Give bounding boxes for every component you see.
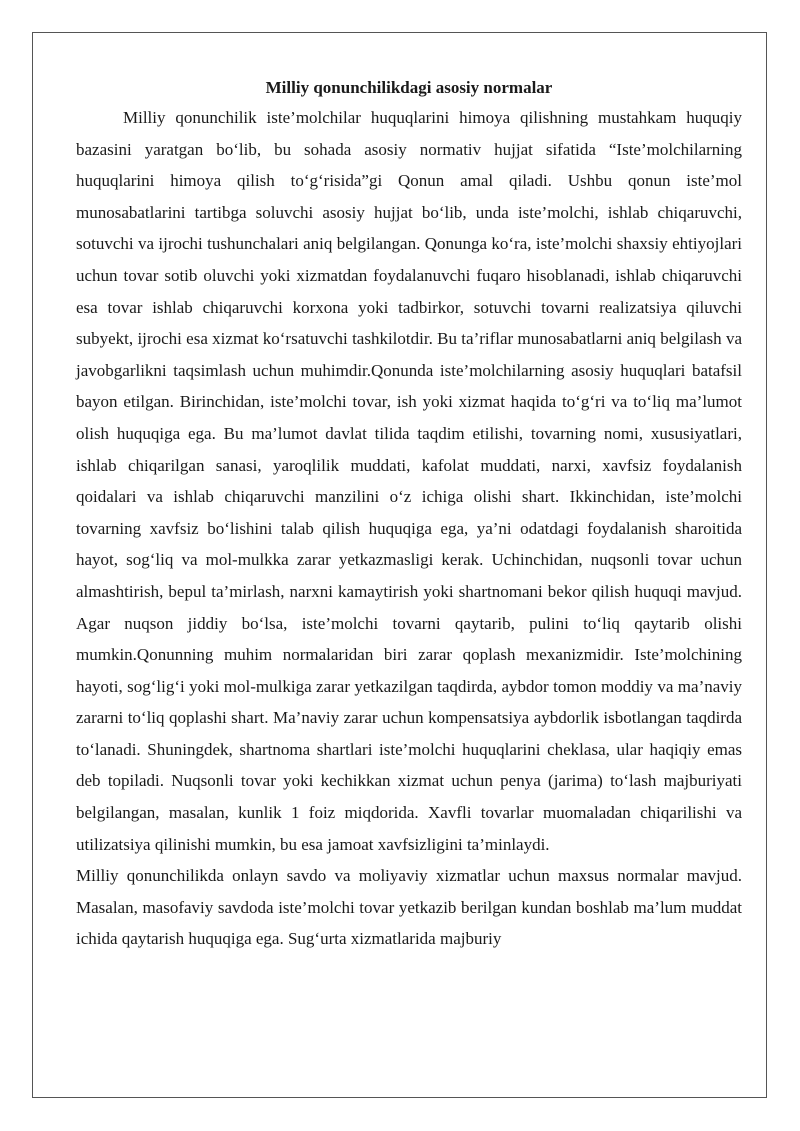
document-title: Milliy qonunchilikdagi asosiy normalar — [265, 78, 553, 97]
paragraph-2: Milliy qonunchilikda onlayn savdo va moliyaviy xizmatlar uchun maxsus normalar mavjud. Masalan, masofaviy savdoda iste’molchi tovar yetkazib berilgan kundan boshlab ma’lum muddat ichida qaytarish huquqiga ega. Sug‘urta xizmatlarida majburiy — [76, 866, 742, 949]
document-body — [76, 74, 742, 955]
paragraph-1: Milliy qonunchilik iste’molchilar huquqlarini himoya qilishning mustahkam huquqiy bazasini yaratgan bo‘lib, bu sohada asosiy normativ hujjat sifatida “Iste’molchilarning huquqlarini himoya qilish to‘g‘risida”gi Qonun amal qiladi. Ushbu qonun iste’mol munosabatlarini tartibga soluvchi asosiy hujjat bo‘lib, unda iste’molchi, ishlab chiqaruvchi, sotuvchi va ijrochi tushunchalari aniq belgilangan. Qonunga ko‘ra, iste’molchi shaxsiy ehtiyojlari uchun tovar sotib oluvchi yoki xizmatdan foydalanuvchi fuqaro hisoblanadi, ishlab chiqaruvchi esa tovar ishlab chiqaruvchi korxona yoki tadbirkor, sotuvchi tovarni realizatsiya qiluvchi subyekt, ijrochi esa xizmat ko‘rsatuvchi tashkilotdir. Bu ta’riflar munosabatlarni aniq belgilash va javobgarlikni taqsimlash uchun muhimdir.Qonunda iste’molchilarning asosiy huquqlari batafsil bayon etilgan. Birinchidan, iste’molchi tovar, ish yoki xizmat haqida to‘g‘ri va to‘liq ma’lumot olish huquqiga ega. Bu ma’lumot davlat tilida taqdim etilishi, tovarning nomi, xususiyatlari, ishlab chiqarilgan sanasi, yaroqlilik muddati, kafolat muddati, narxi, xavfsiz foydalanish qoidalari va ishlab chiqaruvchi manzilini o‘z ichiga olishi shart. Ikkinchidan, iste’molchi tovarning xavfsiz bo‘lishini talab qilish huquqiga ega, ya’ni odatdagi foydalanish sharoitida hayot, sog‘liq va mol-mulkka zarar yetkazmasligi kerak. Uchinchidan, nuqsonli tovar uchun almashtirish, bepul ta’mirlash, narxni kamaytirish yoki shartnomani bekor qilish huquqi mavjud. Agar nuqson jiddiy bo‘lsa, iste’molchi tovarni qaytarib, pulini to‘liq qaytarib olishi mumkin.Qonunning muhim normalaridan biri zarar qoplash mexanizmidir. Iste’molchining hayoti, sog‘lig‘i yoki mol-mulkiga zarar yetkazilgan taqdirda, aybdor tomon moddiy va ma’naviy zararni to‘liq qoplashi shart. Ma’naviy zarar uchun kompensatsiya aybdorlik isbotlangan taqdirda to‘lanadi. Shuningdek, shartnoma shartlari iste’molchi huquqlarini cheklasa, ular haqiqiy emas deb topiladi. Nuqsonli tovar yoki kechikkan xizmat uchun penya (jarima) to‘lash majburiyati belgilangan, masalan, kunlik 1 foiz miqdorida. Xavfli tovarlar muomaladan chiqarilishi va utilizatsiya qilinishi mumkin, bu esa jamoat xavfsizligini ta’minlaydi. — [76, 108, 742, 854]
